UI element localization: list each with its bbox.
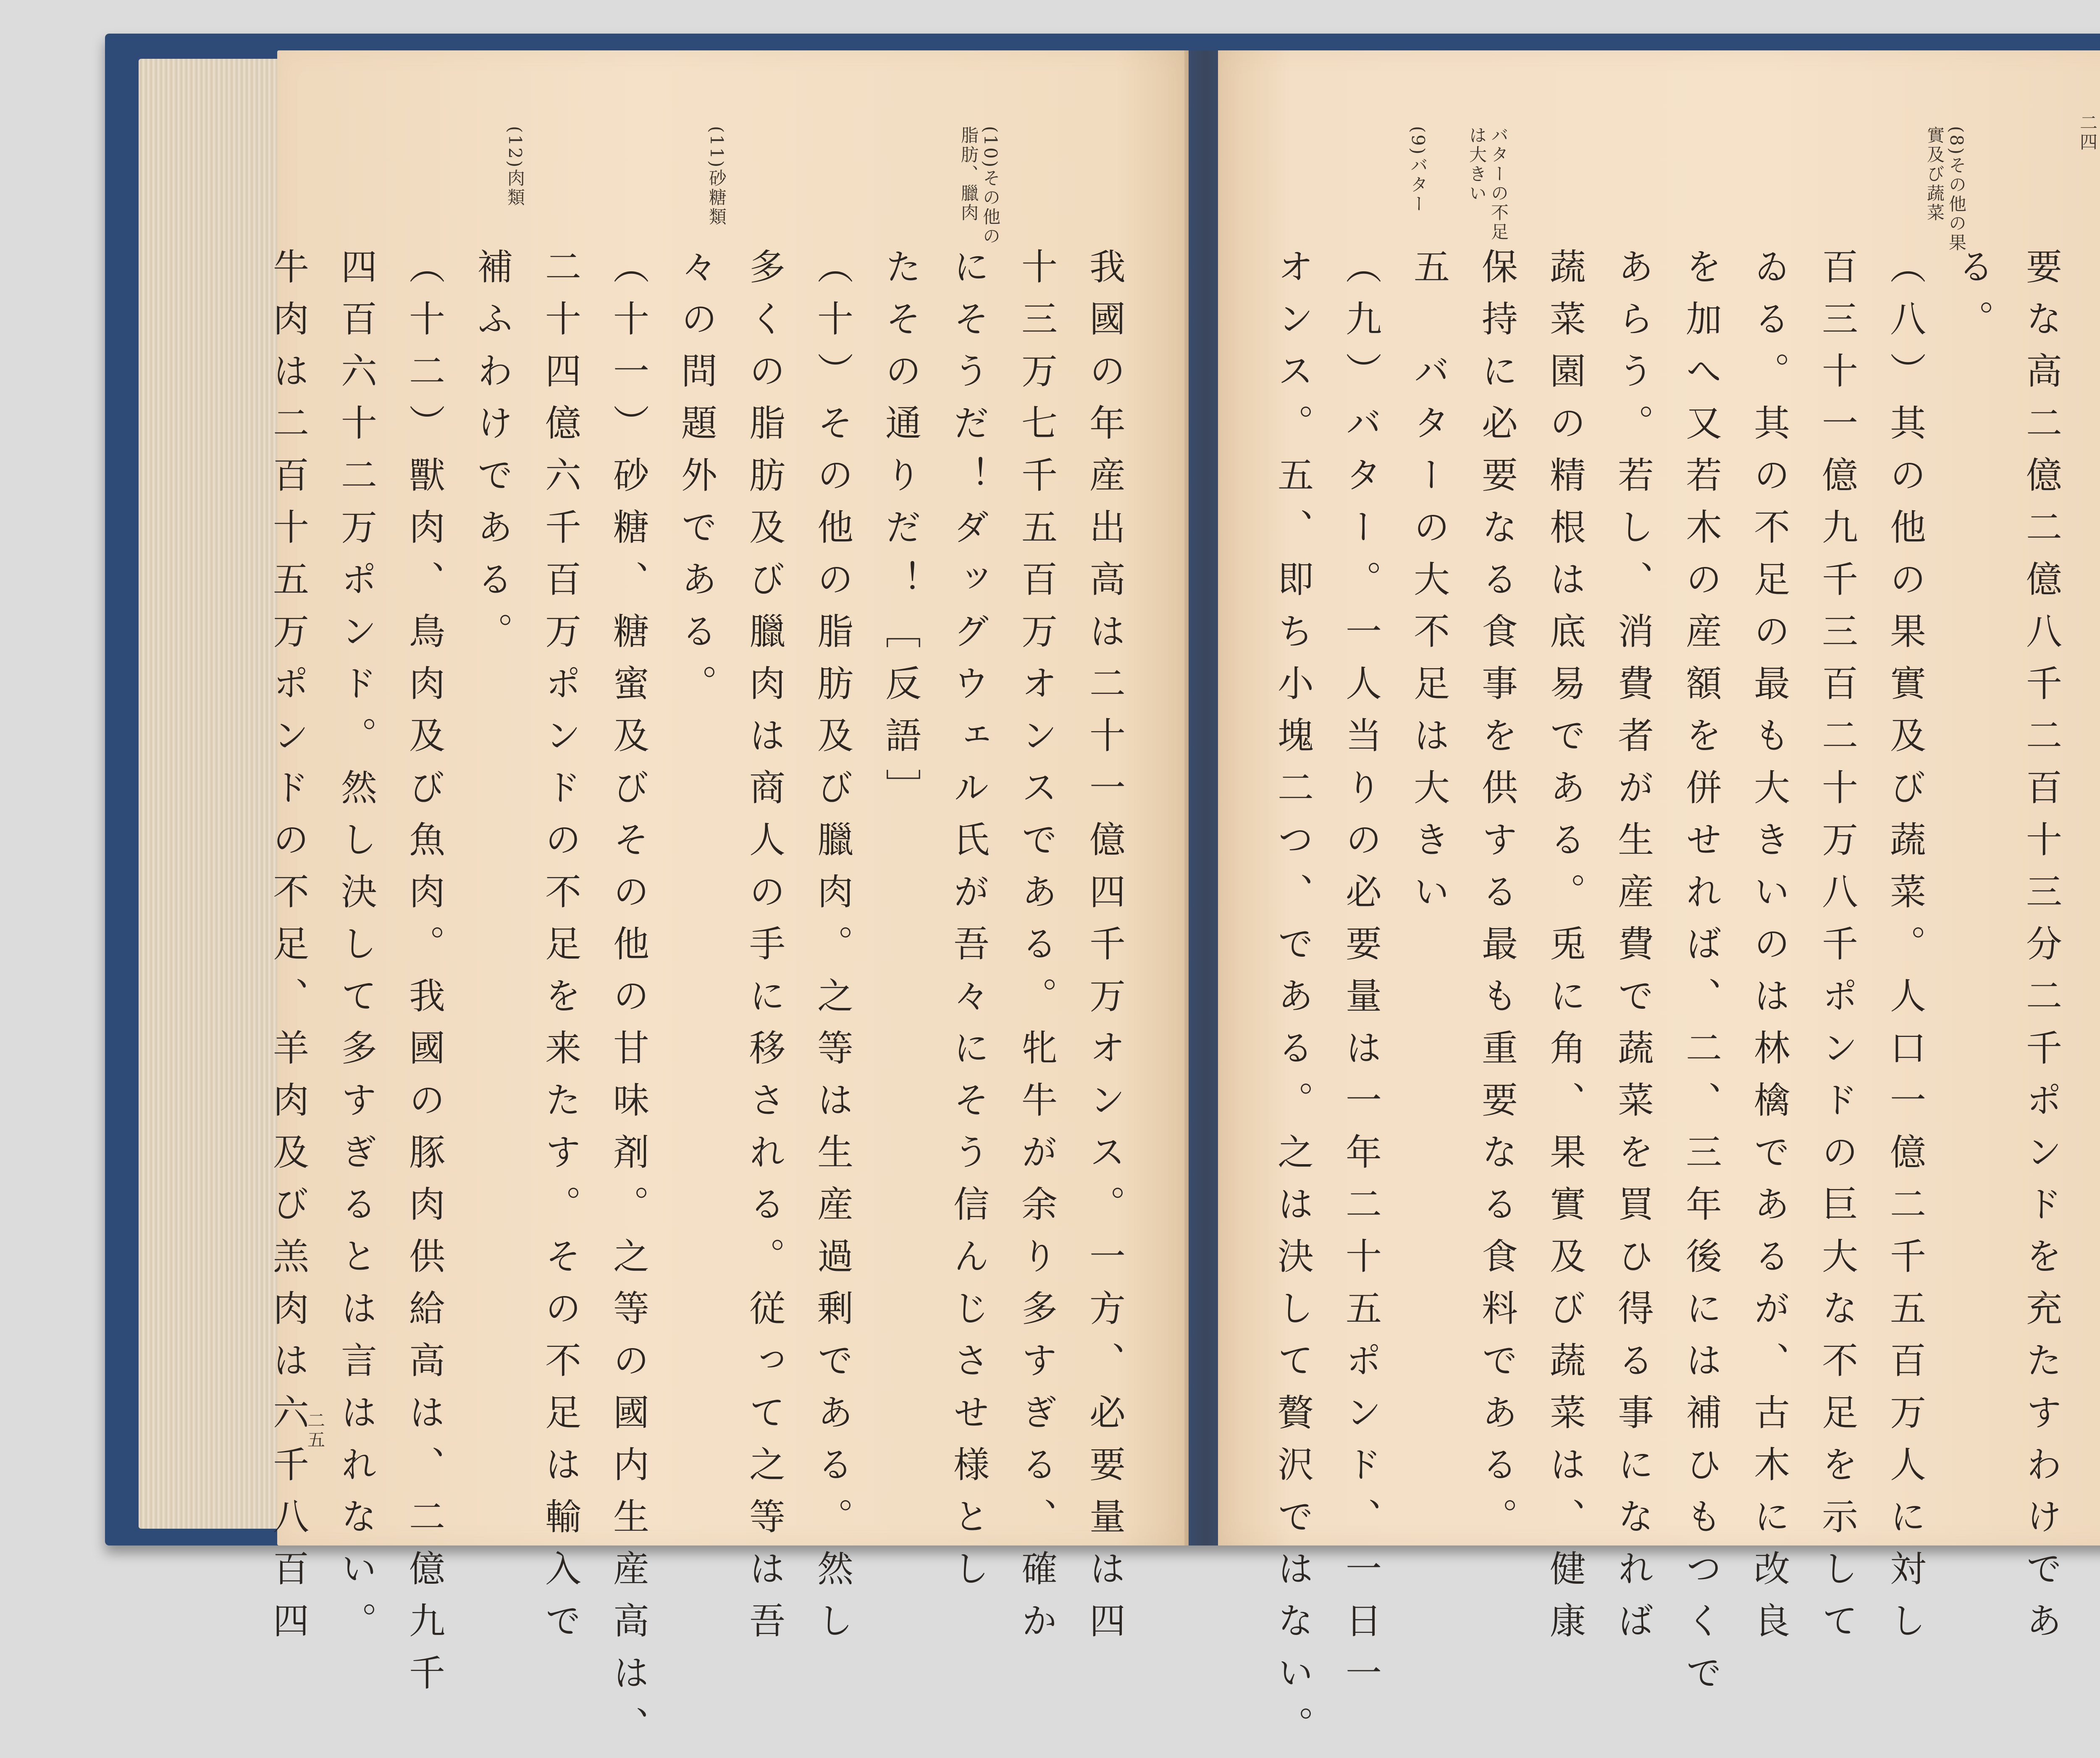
text-column: 補ふわけである。 [471, 248, 513, 664]
text-column: 要な高二億二億八千二百十三分二千ポンドを充たすわけであ [2020, 248, 2062, 1654]
text-column: 四百六十二万ポンド。然し決して多すぎるとは言はれない。 [335, 248, 377, 1654]
text-column: 二十四億六千百万ポンドの不足を来たす。その不足は輸入で [539, 248, 581, 1654]
right-page-body [1252, 248, 2075, 1758]
text-column: ゐる。其の不足の最も大きいのは林檎であるが、古木に改良 [1748, 248, 1790, 1654]
text-column: （八）其の他の果實及び蔬菜。人口一億二千五百万人に対し [1884, 248, 1926, 1654]
right-side-notes [1268, 126, 2066, 260]
text-column: 保持に必要なる食事を供する最も重要なる食料である。 [1475, 248, 1517, 1550]
text-column: を加へ又若木の産額を併せれば、二、三年後には補ひもつくで [1680, 248, 1722, 1706]
text-column: 多くの脂肪及び臘肉は商人の手に移される。従って之等は吾 [743, 248, 785, 1654]
page-number: 二四 [2077, 113, 2098, 152]
text-column: にそうだ！ダッグウェル氏が吾々にそう信んじさせ様とし [947, 248, 989, 1602]
text-column: 々の問題外である。 [675, 248, 717, 716]
side-note: (9)バター [1408, 126, 1428, 214]
right-page [1218, 50, 2100, 1758]
text-column: 十三万七千五百万オンスである。牝牛が余り多すぎる、確か [1015, 248, 1057, 1654]
text-column: （十二）獸肉、鳥肉及び魚肉。我國の豚肉供給高は、二億九千 [403, 248, 445, 1706]
side-note: バターの不足は大きい [1467, 126, 1509, 242]
text-column: オンス。五、即ち小塊二つ、である。之は決して贅沢ではない。 [1271, 248, 1313, 1758]
text-column: あらう。若し、消費者が生産費で蔬菜を買ひ得る事になれば [1612, 248, 1654, 1654]
page-number: 二五 [305, 1411, 326, 1450]
side-note: (11)砂糖類 [706, 126, 727, 227]
text-column: たその通りだ！［反語］ [879, 248, 921, 821]
left-page [267, 50, 1189, 1758]
text-column: 五 バターの大不足は大きい [1407, 248, 1449, 925]
side-note: (8)その他の果實及び蔬菜 [1924, 126, 1967, 253]
left-side-notes [328, 126, 1126, 260]
side-note: (10)その他の脂肪、臘肉 [958, 126, 1001, 247]
text-column: 我國の年産出高は二十一億四千万オンス。一方、必要量は四 [1083, 248, 1125, 1654]
text-column: （十）その他の脂肪及び臘肉。之等は生産過剰である。然し [811, 248, 853, 1654]
text-column: （十一）砂糖、糖蜜及びその他の甘味剤。之等の國内生産高は、 [607, 248, 649, 1758]
text-column: （九）バター。一人当りの必要量は一年二十五ポンド、一日一 [1339, 248, 1381, 1706]
text-column: る。 [1952, 248, 1994, 352]
text-column: 百三十一億九千三百二十万八千ポンドの巨大な不足を示して [1816, 248, 1858, 1654]
side-note: (12)肉類 [505, 126, 525, 208]
text-column: 牛肉は二百十五万ポンドの不足、羊肉及び羔肉は六千八百四 [267, 248, 309, 1654]
text-column: 蔬菜園の精根は底易である。兎に角、果實及び蔬菜は、健康 [1544, 248, 1586, 1654]
